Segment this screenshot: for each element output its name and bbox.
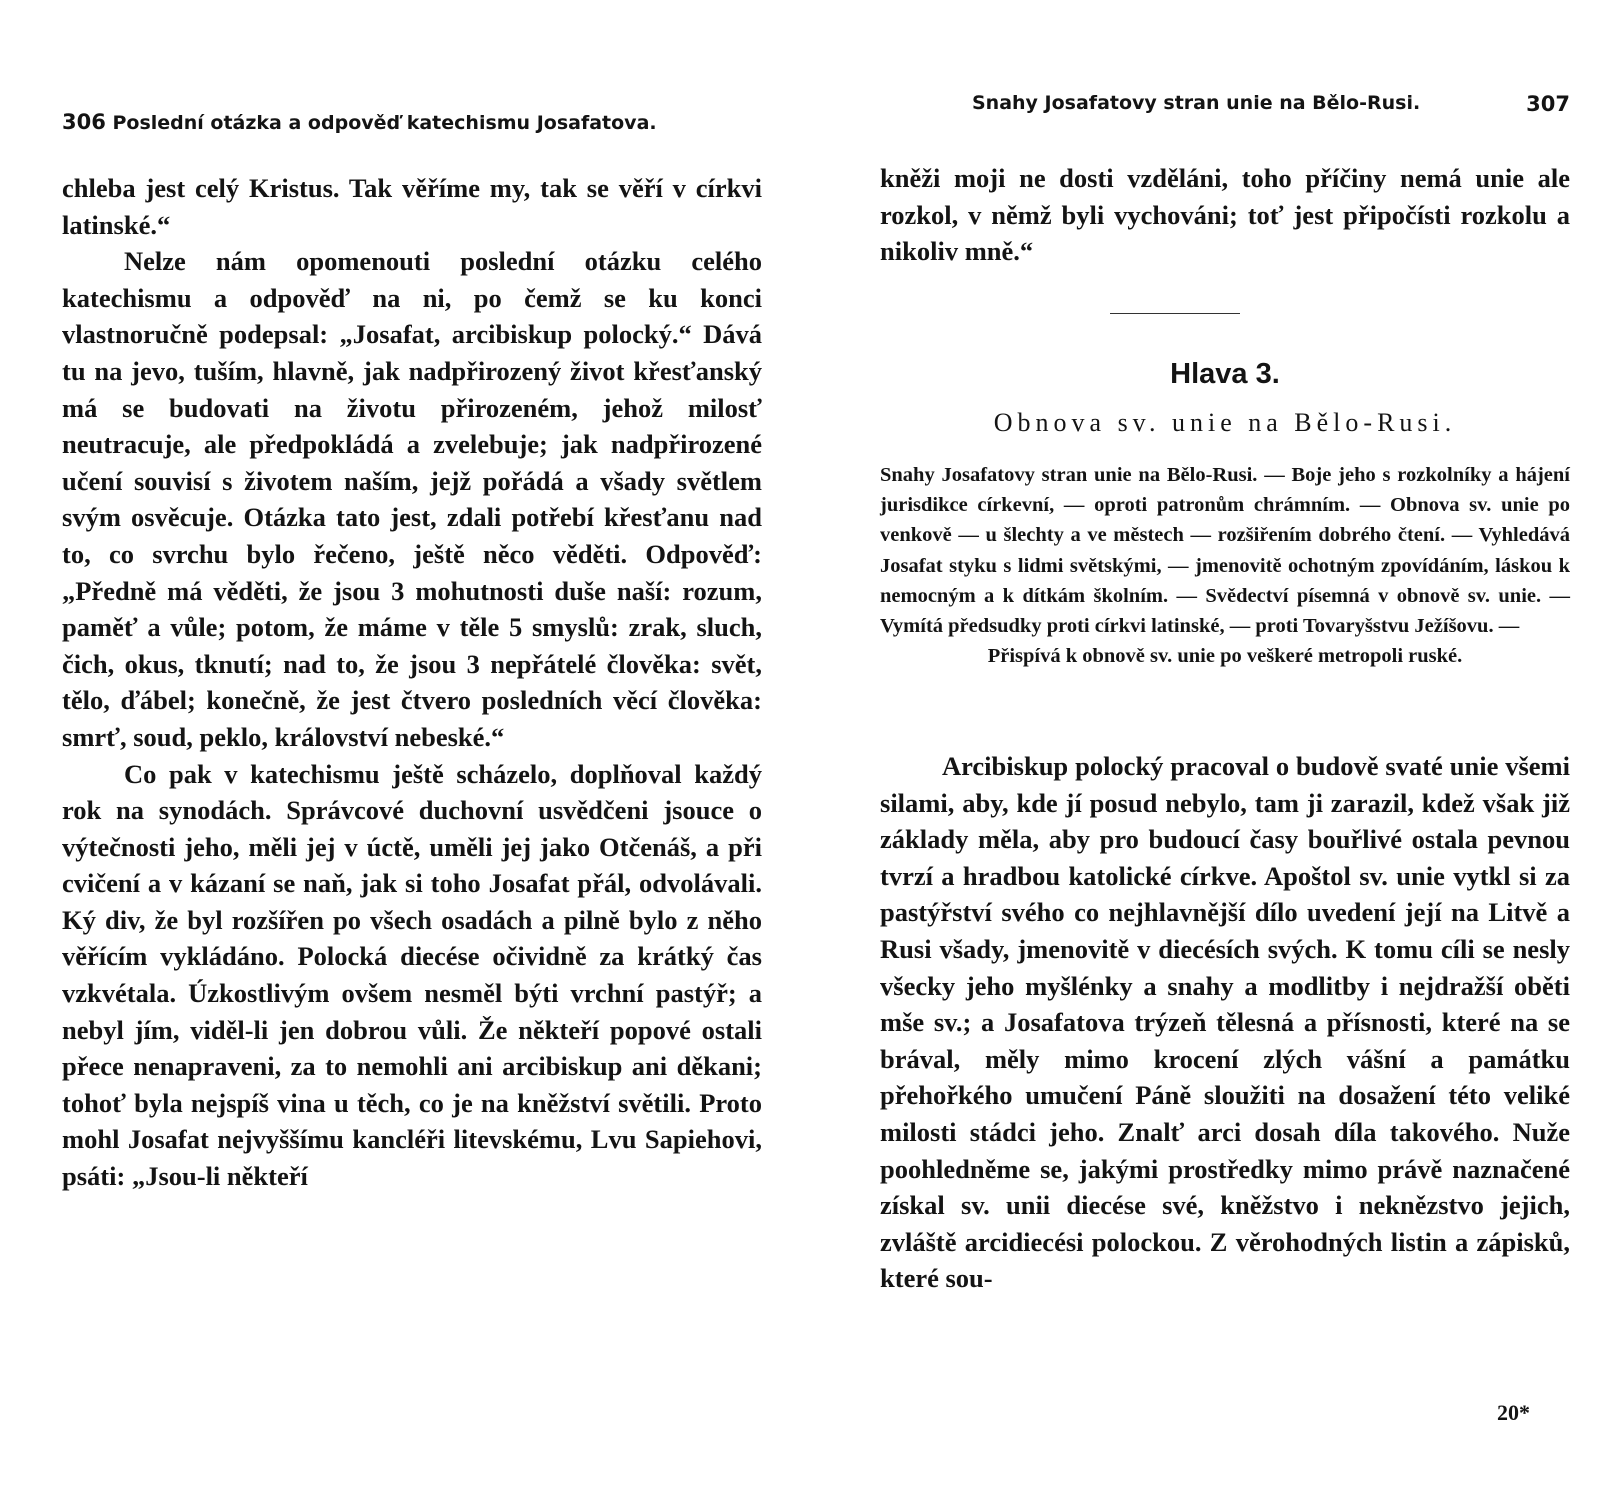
summary-text: Snahy Josafatovy stran unie na Bělo-Rusi. — Boje jeho s rozkolníky a hájení jurisdikce církevní, — oproti patronům chrámním. — Obnova sv. unie po venkově — u šlechty a ve městech — rozšiřením dobrého čtení. — Vyhledává Josafat styku s lidmi světskými, — jmenovitě ochotným zpovídáním, láskou k nemocným a k dítkám školním. — Svědectví písemná v obnově sv. unie. — Vymítá předsudky proti církvi latinské, — proti Tovaryšstvu Ježíšovu. —	[880, 464, 1570, 638]
running-head-title-left: Poslední otázka a odpověď katechismu Josafatova.	[112, 112, 657, 134]
left-body-text	[62, 170, 762, 1195]
right-body-text	[880, 748, 1570, 1297]
paragraph: chleba jest celý Kristus. Tak věříme my, tak se věří v církvi latinské.“	[62, 173, 762, 240]
page-number-right: 307	[1526, 92, 1570, 116]
paragraph: Nelze nám opomenouti poslední otázku celého katechismu a odpověď na ni, po čemž se ku konci vlastnoručně podepsal: „Josafat, arcibiskup polocký.“ Dává tu na jevo, tuším, hlavně, jak nadpřirozený život křesťanský má se budovati na životu přirozeném, jehož milosť neutracuje, ale předpokládá a zvelebuje; jak nadpřirozené učení souvisí s životem naším, jejž pořádá a všady světlem svým osvěcuje. Otázka tato jest, zdali potřebí křesťanu nad to, co svrchu bylo řečeno, ještě něco věděti. Odpověď: „Předně má věděti, že jsou 3 mohutnosti duše naší: rozum, paměť a vůle; potom, že máme v těle 5 smyslů: zrak, sluch, čich, okus, tknutí; nad to, že jsou 3 nepřátelé člověka: svět, tělo, ďábel; konečně, že jest čtvero posledních věcí člověka: smrť, soud, peklo, království nebeské.“	[62, 246, 762, 752]
chapter-summary	[880, 460, 1570, 671]
left-page	[62, 0, 762, 1501]
chapter-number: Hlava 3.	[1170, 358, 1280, 390]
summary-last-line: Přispívá k obnově sv. unie po veškeré metropoli ruské.	[987, 645, 1463, 668]
chapter-title: Obnova sv. unie na Bělo-Rusi.	[993, 408, 1457, 437]
right-page	[880, 0, 1570, 1501]
running-head-title-right: Snahy Josafatovy stran unie na Bělo-Rusi.	[972, 92, 1421, 114]
section-divider	[1110, 313, 1240, 314]
paragraph: kněži moji ne dosti vzděláni, toho příčiny nemá unie ale rozkol, v němž byli vychováni; toť jest připočísti rozkolu a nikoliv mně.“	[880, 163, 1570, 267]
signature-mark: 20*	[1497, 1400, 1530, 1425]
page-number-left: 306	[62, 110, 106, 134]
paragraph: Arcibiskup polocký pracoval o budově svaté unie všemi silami, aby, kde jí posud nebylo, tam ji zarazil, kdež však již základy měla, aby pro budoucí časy bouřlivé ostala pevnou tvrzí a hradbou katolické církve. Apoštol sv. unie vytkl si za pastýřství svého co nejhlavnější dílo uvedení její na Litvě a Rusi všady, jmenovitě v diecésích svých. K tomu cíli se nesly všecky jeho myšlénky a snahy a modlitby i nejdražší oběti mše sv.; a Josafatova trýzeň tělesná a přísnosti, které na se brával, měly mimo krocení zlých vášní a památku přehořkého umučení Páně sloužiti na dosažení této veliké milosti stádci jeho. Znalť arci dosah díla takového. Nuže poohledněme se, jakými prostředky mimo právě naznačené získal sv. unii diecése své, kněžstvo i neknězstvo jejich, zvláště arcidiecési polockou. Z věrohodných listin a zápisků, které sou-	[880, 751, 1570, 1294]
paragraph: Co pak v katechismu ještě scházelo, doplňoval každý rok na synodách. Správcové duchovní usvědčeni jsouce o výtečnosti jeho, měli jej v úctě, uměli jej jako Otčenáš, a při cvičení a v kázaní se naň, jak si toho Josafat přál, odvolávali. Ký div, že byl rozšířen po všech osadách a pilně bylo z něho věřícím vykládáno. Polocká diecése očividně za krátký čas vzkvétala. Úzkostlivým ovšem nesměl býti vrchní pastýř; a nebyl jím, viděl-li jen dobrou vůli. Že někteří popové ostali přece nenapraveni, za to nemohli ani arcibiskup ani děkani; tohoť byla nejspíš vina u těch, co je na kněžství světili. Proto mohl Josafat nejvyššímu kancléři litevskému, Lvu Sapiehovi, psáti: „Jsou-li někteří	[62, 758, 762, 1192]
running-head-left	[62, 110, 762, 134]
right-top-text	[880, 160, 1570, 270]
